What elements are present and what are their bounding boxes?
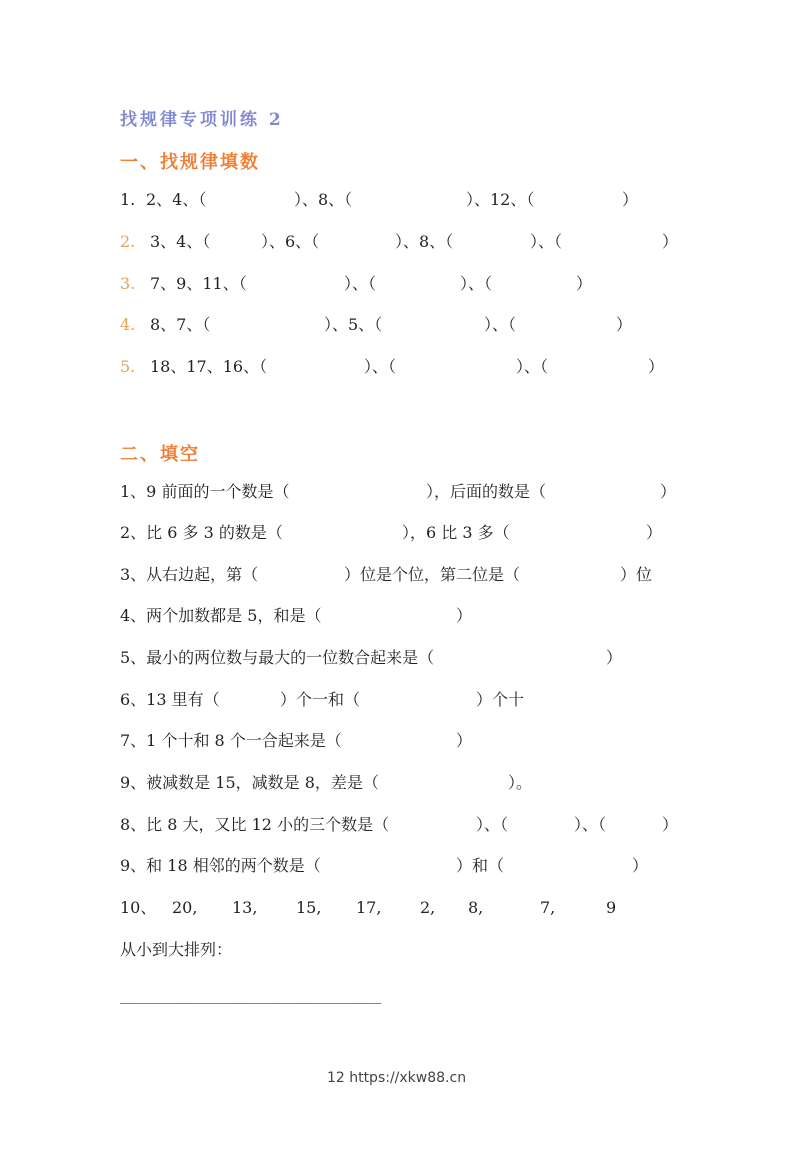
- row-text: ）和（: [456, 856, 505, 875]
- row-text: ）、（: [574, 815, 607, 834]
- row-text: ）。: [508, 773, 533, 792]
- fill-row-3: [120, 562, 720, 588]
- row-number: 3.: [120, 274, 136, 293]
- number-item: 9: [606, 898, 617, 917]
- fill-row-10: [120, 853, 720, 879]
- row-number: 2.: [120, 232, 136, 251]
- pattern-row-5: [120, 354, 720, 380]
- fill-row-12: [120, 937, 720, 963]
- row-text: 5、最小的两位数与最大的一位数合起来是（: [120, 648, 435, 667]
- row-text: ）、6、（: [261, 232, 320, 251]
- row-text: ）: [576, 274, 593, 293]
- number-item: 17,: [356, 898, 382, 917]
- page-title: 找规律专项训练 2: [120, 110, 284, 130]
- row-text: ）、8、（: [395, 232, 454, 251]
- row-text: ）: [662, 815, 679, 834]
- row-number: 5.: [120, 357, 136, 376]
- answer-line: _______________________________: [120, 988, 382, 1004]
- row-text: 从小到大排列：: [120, 940, 233, 959]
- row-text: 1、9 前面的一个数是（: [120, 482, 290, 501]
- pattern-row-4: [120, 312, 720, 338]
- row-text: ）: [648, 357, 665, 376]
- fill-row-11: [120, 895, 720, 921]
- row-text: 7、9、11、（: [150, 274, 247, 293]
- row-text: ）: [616, 315, 633, 334]
- pattern-row-1: [120, 187, 720, 213]
- row-text: ）个一和（: [280, 690, 361, 709]
- row-number: 4.: [120, 315, 136, 334]
- fill-row-9: [120, 812, 720, 838]
- row-text: ）: [622, 190, 639, 209]
- row-number: 1.: [120, 190, 136, 209]
- row-text: ）、（: [344, 274, 377, 293]
- fill-row-5: [120, 645, 720, 671]
- row-text: ）: [456, 606, 473, 625]
- page-footer: 12 https://xkw88.cn: [326, 1070, 467, 1086]
- row-text: 18、17、16、（: [150, 357, 268, 376]
- row-text: 3、4、（: [150, 232, 211, 251]
- row-text: ）、8、（: [294, 190, 353, 209]
- row-text: ）: [646, 523, 663, 542]
- number-item: 2,: [420, 898, 436, 917]
- row-text: 9、和 18 相邻的两个数是（: [120, 856, 321, 875]
- row-text: 2、4、（: [146, 190, 207, 209]
- row-text: 4、两个加数都是 5，和是（: [120, 606, 322, 625]
- section-heading-1: 一、找规律填数: [120, 152, 260, 173]
- row-text: 10、: [120, 898, 157, 917]
- fill-row-4: [120, 603, 720, 629]
- row-text: ）: [606, 648, 623, 667]
- row-text: 2、比 6 多 3 的数是（: [120, 523, 283, 542]
- fill-row-8: [120, 770, 720, 796]
- row-text: ）: [662, 232, 679, 251]
- row-text: ），6 比 3 多（: [402, 523, 510, 542]
- row-text: ）、5、（: [324, 315, 383, 334]
- number-item: 7,: [540, 898, 556, 917]
- number-item: 20,: [172, 898, 198, 917]
- fill-row-6: [120, 687, 720, 713]
- row-text: ）: [632, 856, 649, 875]
- row-text: 8、比 8 大，又比 12 小的三个数是（: [120, 815, 390, 834]
- fill-row-1: [120, 479, 720, 505]
- row-text: ），后面的数是（: [426, 482, 547, 501]
- fill-row-7: [120, 728, 720, 754]
- row-text: ）位是个位，第二位是（: [344, 565, 521, 584]
- fill-row-2: [120, 520, 720, 546]
- row-text: ）个十: [476, 690, 525, 709]
- row-text: ）、（: [364, 357, 397, 376]
- row-text: ）: [456, 731, 473, 750]
- row-text: ）、（: [530, 232, 563, 251]
- row-text: ）: [660, 482, 677, 501]
- number-item: 8,: [468, 898, 484, 917]
- row-text: 6、13 里有（: [120, 690, 220, 709]
- row-text: 9、被减数是 15，减数是 8，差是（: [120, 773, 379, 792]
- row-text: 3、从右边起，第（: [120, 565, 259, 584]
- row-text: ）位: [620, 565, 653, 584]
- row-text: ）、（: [484, 315, 517, 334]
- section-heading-2: 二、填空: [120, 444, 200, 465]
- row-text: ）、12、（: [466, 190, 535, 209]
- number-item: 15,: [296, 898, 322, 917]
- pattern-row-2: [120, 229, 720, 255]
- number-item: 13,: [232, 898, 258, 917]
- row-text: ）、（: [476, 815, 509, 834]
- pattern-row-3: [120, 271, 720, 297]
- row-text: ）、（: [516, 357, 549, 376]
- row-text: 7、1 个十和 8 个一合起来是（: [120, 731, 342, 750]
- row-text: 8、7、（: [150, 315, 211, 334]
- row-text: ）、（: [460, 274, 493, 293]
